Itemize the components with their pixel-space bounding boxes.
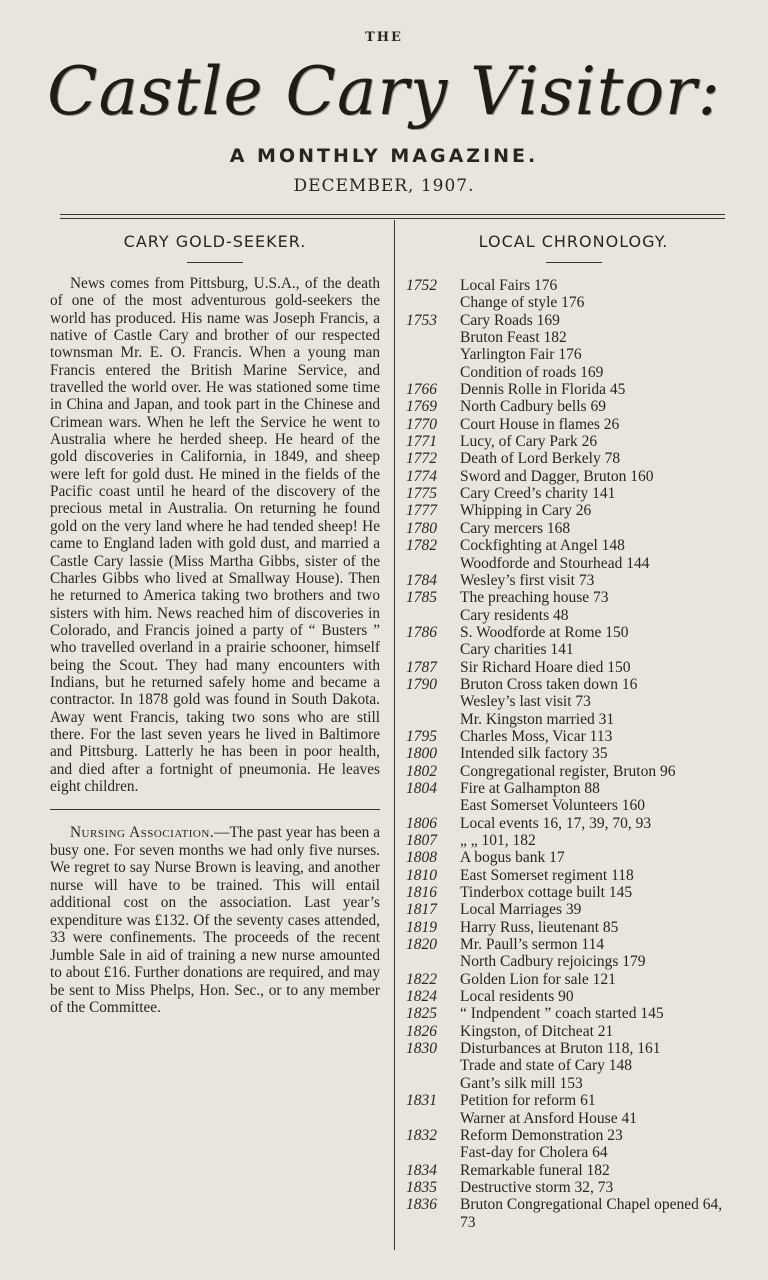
chronology-event: Charles Moss, Vicar 113: [460, 727, 613, 745]
chronology-year: [406, 797, 460, 814]
chronology-event: Warner at Ansford House 41: [460, 1109, 637, 1127]
chronology-event: „ „ 101, 182: [460, 832, 536, 849]
chronology-year: 1832: [406, 1126, 437, 1144]
chronology-event: Whipping in Cary 26: [460, 502, 592, 520]
chronology-event: Kingston, of Ditcheat 21: [460, 1022, 614, 1040]
masthead-rule-bottom: [60, 218, 725, 219]
chronology-year: 1784: [406, 571, 437, 589]
chronology-event: Golden Lion for sale 121: [460, 970, 616, 988]
chronology-event: Trade and state of Cary 148: [460, 1057, 633, 1075]
chronology-event: Fire at Galhampton 88: [460, 779, 600, 797]
chronology-year: 1804: [406, 779, 437, 797]
chronology-entry: [406, 485, 741, 502]
chronology-entry: [406, 745, 741, 762]
chronology-entry: [406, 936, 741, 953]
chronology-event: Reform Demonstration 23: [460, 1126, 623, 1144]
chronology-year: 1766: [406, 381, 437, 399]
chronology-year: [406, 329, 460, 346]
chronology-entry: [406, 1092, 741, 1109]
chronology-year: 1786: [406, 623, 437, 641]
chronology-entry: [406, 1179, 741, 1196]
chronology-entry: [406, 832, 741, 849]
chronology-entry: [406, 867, 741, 884]
chronology-year: 1822: [406, 970, 437, 988]
chronology-event: Petition for reform 61: [460, 1092, 596, 1110]
chronology-event: S. Woodforde at Rome 150: [460, 623, 629, 641]
chronology-year: 1769: [406, 398, 437, 416]
chronology-event: East Somerset Volunteers 160: [460, 797, 645, 815]
chronology-year: [406, 1144, 460, 1161]
gold-seeker-heading: CARY GOLD-SEEKER.: [123, 232, 307, 251]
chronology-year: [406, 1057, 460, 1074]
chronology-entry: [406, 919, 741, 936]
chronology-event: A bogus bank 17: [460, 849, 565, 867]
chronology-year: 1800: [406, 745, 437, 763]
chronology-year: 1807: [406, 832, 437, 849]
chronology-entry: [406, 572, 741, 589]
chronology-event: Cary mercers 168: [460, 519, 571, 537]
chronology-entry: [406, 1196, 741, 1231]
chronology-event: Dennis Rolle in Florida 45: [460, 381, 626, 399]
chronology-entry: [406, 346, 741, 363]
chronology-event: The preaching house 73: [460, 589, 609, 607]
chronology-entry: [406, 294, 741, 311]
chronology-event: Bruton Congregational Chapel opened 64, 73: [460, 1196, 723, 1231]
chronology-year: 1826: [406, 1022, 437, 1040]
chronology-event: Disturbances at Bruton 118, 161: [460, 1040, 661, 1058]
chronology-year: 1825: [406, 1005, 437, 1023]
chronology-year: 1752: [406, 277, 437, 294]
chronology-year: [406, 294, 460, 311]
chronology-entry: [406, 988, 741, 1005]
chronology-entry: [406, 849, 741, 866]
chronology-entry: [406, 398, 741, 415]
chronology-entry: [406, 416, 741, 433]
chronology-year: 1835: [406, 1178, 437, 1196]
chronology-entry: [406, 1075, 741, 1092]
chronology-year: [406, 555, 460, 572]
chronology-event: Cary Creed’s charity 141: [460, 485, 616, 503]
chronology-year: 1824: [406, 988, 437, 1006]
chronology-event: Congregational register, Bruton 96: [460, 762, 676, 780]
chronology-entry: [406, 1144, 741, 1161]
chronology-year: [406, 364, 460, 381]
chronology-event: East Somerset regiment 118: [460, 866, 634, 884]
chronology-entry: [406, 312, 741, 329]
chronology-entry: [406, 450, 741, 467]
chronology-year: 1782: [406, 537, 437, 555]
left-column: [50, 230, 380, 1017]
chronology-year: 1775: [406, 485, 437, 503]
chronology-year: [406, 953, 460, 970]
chronology-year: 1808: [406, 849, 437, 867]
chronology-entry: [406, 711, 741, 728]
chronology-entry: [406, 502, 741, 519]
chronology-event: Death of Lord Berkely 78: [460, 450, 621, 468]
chronology-entry: [406, 780, 741, 797]
chronology-entry: [406, 659, 741, 676]
right-column: [406, 230, 741, 1231]
chronology-event: Local residents 90: [460, 988, 574, 1006]
chronology-event: Gant’s silk mill 153: [460, 1074, 583, 1092]
chronology-entry: [406, 1162, 741, 1179]
chronology-event: Mr. Paull’s sermon 114: [460, 936, 605, 954]
chronology-year: [406, 1110, 460, 1127]
masthead-the: THE: [365, 30, 403, 45]
chronology-year: [406, 1075, 460, 1092]
chronology-year: 1806: [406, 814, 437, 832]
chronology-entry: [406, 555, 741, 572]
chronology-entry: [406, 815, 741, 832]
chronology-event: Mr. Kingston married 31: [460, 710, 615, 728]
chronology-entry: [406, 1110, 741, 1127]
chronology-event: Cary charities 141: [460, 641, 574, 659]
chronology-event: Local Fairs 176: [460, 277, 558, 294]
chronology-year: 1795: [406, 727, 437, 745]
chronology-event: Remarkable funeral 182: [460, 1161, 610, 1179]
chronology-year: 1785: [406, 589, 437, 607]
chronology-year: 1802: [406, 762, 437, 780]
chronology-year: 1819: [406, 918, 437, 936]
chronology-event: “ Indpendent ” coach started 145: [460, 1005, 664, 1023]
chronology-event: Local events 16, 17, 39, 70, 93: [460, 814, 652, 832]
chronology-year: 1830: [406, 1040, 437, 1058]
chronology-event: Intended silk factory 35: [460, 745, 608, 763]
chronology-entry: [406, 468, 741, 485]
chronology-event: Woodforde and Stourhead 144: [460, 554, 650, 572]
chronology-event: Bruton Cross taken down 16: [460, 675, 638, 693]
chronology-entry: [406, 953, 741, 970]
gold-seeker-article: News comes from Pittsburg, U.S.A., of the death of one of the most adventurous gold-seekers the world has produced. His name was Joseph Francis, a native of Castle Cary and brother of our respected townsman Mr. E. O. Francis. When a young man Francis entered the British Marine Service, and travelled the world over. He was stationed some time in China and Japan, and took part in the Chinese and Crimean wars. When he left the Service he went to Australia where he herded sheep. He heard of the gold discoveries in California, in 1849, and sheep were left for gold dust. He mined in the fields of the Pacific coast until he heard of the discovery of the precious metal in Australia. On returning he found gold on the very land where he had tended sheep! He came to England laden with gold dust, and married a Castle Cary lassie (Miss Martha Gibbs, sister of the Charles Gibbs who lived at Smallway House). Then he returned to America taking two brothers and two sisters with him. News reached him of discoveries in Colorado, and Francis joined a party of “ Busters ” who travelled overland in a prairie schooner, himself being the Scout. They had many encounters with Indians, but he returned safely home and became a contractor. In 1878 gold was found in South Dakota. Away went Francis, taking two sons who are still there. For the last seven years he lived in Baltimore and Pittsburg. Latterly he has been in poor health, and died after a fortnight of pneumonia. He leaves eight children.: [50, 275, 380, 795]
chronology-event: Change of style 176: [460, 294, 585, 312]
chronology-event: Sir Richard Hoare died 150: [460, 658, 631, 676]
chronology-event: Cockfighting at Angel 148: [460, 537, 625, 555]
chronology-year: 1810: [406, 866, 437, 884]
chronology-year: [406, 607, 460, 624]
chronology-year: 1816: [406, 884, 437, 902]
chronology-event: Local Marriages 39: [460, 901, 582, 919]
chronology-event: Cary Roads 169: [460, 311, 560, 329]
chronology-year: [406, 711, 460, 728]
chronology-list: [406, 277, 741, 1231]
chronology-heading: LOCAL CHRONOLOGY.: [478, 232, 669, 251]
chronology-event: Court House in flames 26: [460, 415, 620, 433]
chronology-entry: [406, 433, 741, 450]
chronology-entry: [406, 728, 741, 745]
chronology-entry: [406, 589, 741, 606]
heading-dash: [187, 262, 243, 263]
chronology-year: 1820: [406, 936, 437, 954]
chronology-event: Harry Russ, lieutenant 85: [460, 918, 619, 936]
chronology-year: 1790: [406, 675, 437, 693]
chronology-entry: [406, 641, 741, 658]
chronology-year: 1777: [406, 502, 437, 520]
chronology-year: 1774: [406, 467, 437, 485]
chronology-year: [406, 693, 460, 710]
nursing-body: —The past year has been a busy one. For seven months we had only five nurses. We regret to say Nurse Brown is leaving, and another nurse will have to be trained. This will entail additional cost on the association. Last year’s expenditure was £132. Of the seventy cases attended, 33 were confinements. The proceeds of the recent Jumble Sale in aid of training a new nurse amounted to about £16. Further donations are required, and may be sent to Miss Phelps, Hon. Sec., or to any member of the Committee.: [50, 824, 380, 1017]
chronology-year: 1770: [406, 415, 437, 433]
chronology-event: Bruton Feast 182: [460, 329, 567, 347]
chronology-entry: [406, 797, 741, 814]
chronology-event: Cary residents 48: [460, 606, 569, 624]
chronology-year: [406, 346, 460, 363]
chronology-event: Wesley’s first visit 73: [460, 571, 595, 589]
chronology-event: North Cadbury bells 69: [460, 398, 606, 416]
heading-dash: [546, 262, 602, 263]
chronology-event: Sword and Dagger, Bruton 160: [460, 467, 654, 485]
chronology-entry: [406, 901, 741, 918]
chronology-event: Lucy, of Cary Park 26: [460, 433, 598, 451]
chronology-event: Condition of roads 169: [460, 363, 604, 381]
chronology-year: 1771: [406, 433, 437, 451]
column-divider: [394, 220, 395, 1250]
chronology-year: 1780: [406, 519, 437, 537]
issue-date: DECEMBER, 1907.: [293, 176, 475, 196]
chronology-event: North Cadbury rejoicings 179: [460, 953, 646, 971]
chronology-year: 1817: [406, 901, 437, 919]
chronology-entry: [406, 624, 741, 641]
nursing-association-article: [50, 824, 380, 1017]
chronology-entry: [406, 329, 741, 346]
chronology-entry: [406, 1023, 741, 1040]
chronology-event: Yarlington Fair 176: [460, 346, 582, 364]
chronology-year: 1772: [406, 450, 437, 468]
chronology-year: 1831: [406, 1092, 437, 1110]
magazine-title: Castle Cary Visitor:: [47, 53, 721, 130]
chronology-entry: [406, 537, 741, 554]
article-separator: [50, 809, 380, 810]
nursing-lead: Nursing Association.: [70, 824, 215, 842]
chronology-entry: [406, 1040, 741, 1057]
chronology-entry: [406, 607, 741, 624]
chronology-entry: [406, 520, 741, 537]
chronology-entry: [406, 381, 741, 398]
chronology-year: 1787: [406, 658, 437, 676]
chronology-event: Destructive storm 32, 73: [460, 1178, 614, 1196]
chronology-entry: [406, 971, 741, 988]
magazine-subtitle: A MONTHLY MAGAZINE.: [229, 145, 539, 167]
chronology-event: Wesley’s last visit 73: [460, 693, 591, 711]
chronology-event: Fast-day for Cholera 64: [460, 1144, 608, 1162]
chronology-entry: [406, 693, 741, 710]
chronology-entry: [406, 277, 741, 294]
chronology-entry: [406, 364, 741, 381]
chronology-year: 1834: [406, 1161, 437, 1179]
chronology-year: [406, 641, 460, 658]
chronology-entry: [406, 1127, 741, 1144]
chronology-event: Tinderbox cottage built 145: [460, 884, 633, 902]
chronology-year: 1753: [406, 311, 437, 329]
chronology-entry: [406, 763, 741, 780]
chronology-entry: [406, 1057, 741, 1074]
chronology-entry: [406, 884, 741, 901]
chronology-year: 1836: [406, 1196, 437, 1214]
chronology-entry: [406, 676, 741, 693]
chronology-entry: [406, 1005, 741, 1022]
masthead-rule-top: [60, 214, 725, 215]
